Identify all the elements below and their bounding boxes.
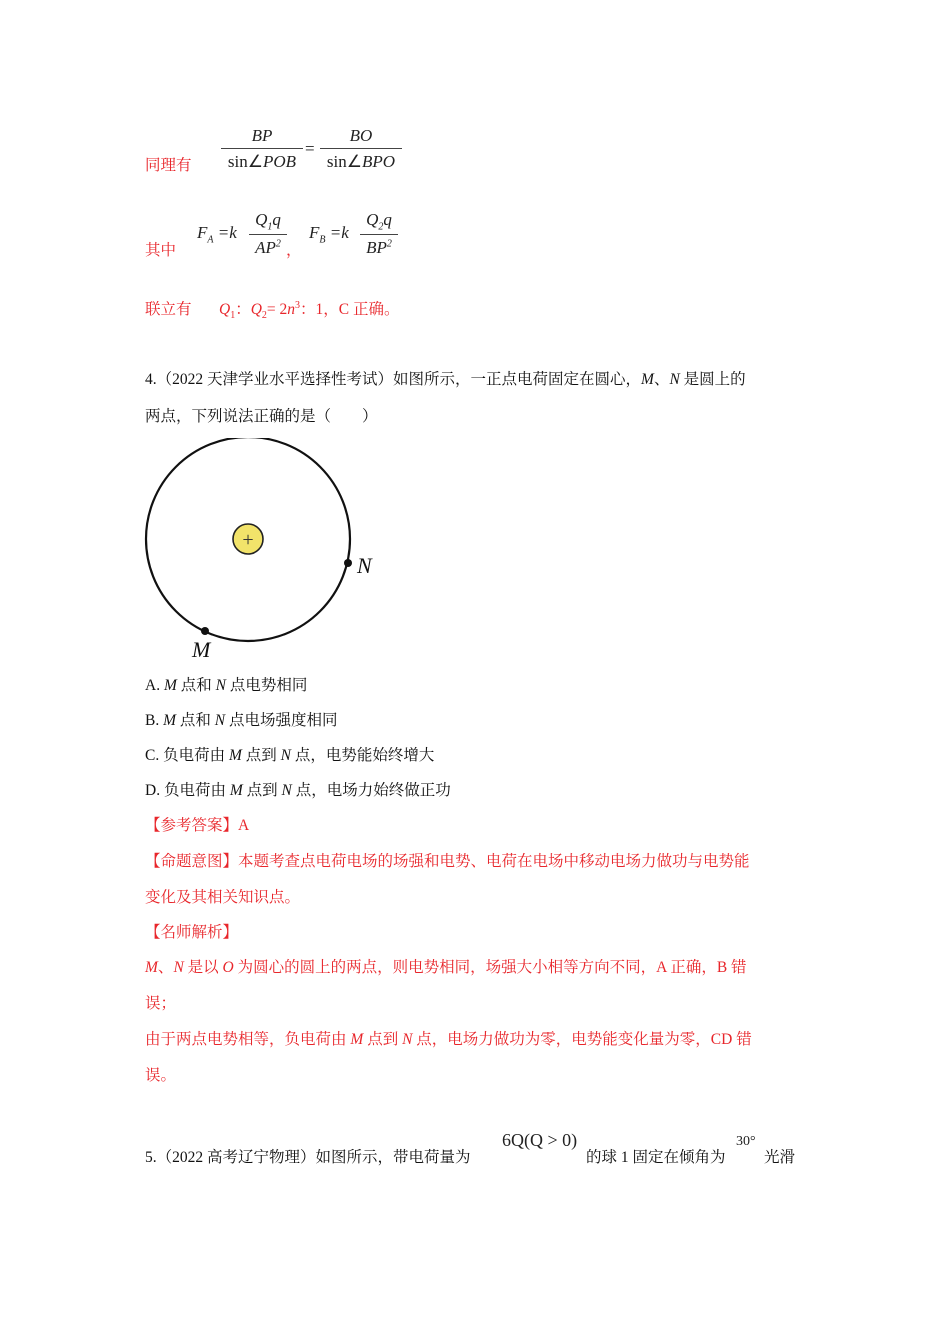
q4-circle-figure	[138, 438, 398, 668]
label-n: N	[357, 553, 372, 578]
intent-line1: 【命题意图】本题考查点电荷电场的场强和电势、电荷在电场中移动电场力做功与电势能	[145, 853, 750, 870]
fraction-bar	[360, 234, 398, 235]
comma: ，	[286, 242, 302, 259]
analysis-line4: 误。	[145, 1067, 177, 1084]
fraction-q2q-bp2	[360, 210, 398, 258]
option-c[interactable]: C. 负电荷由 M 点到 N 点，电势能始终增大	[145, 747, 435, 764]
block1-label: 同理有	[145, 157, 192, 174]
fraction-numerator: BP	[251, 126, 273, 145]
fraction-bar	[320, 148, 402, 149]
q5-stem-mid: 的球 1 固定在倾角为	[586, 1149, 726, 1166]
fraction-denominator: sin∠POB	[227, 152, 297, 171]
analysis-line3: 由于两点电势相等，负电荷由 M 点到 N 点，电场力做功为零，电势能变化量为零，CD 错	[145, 1031, 752, 1048]
force-b-lhs: $F_B =k$	[309, 223, 349, 246]
fraction-q1q-ap2	[249, 210, 287, 258]
fraction-numerator: $Q_2q$	[366, 210, 392, 233]
fraction-bo-sin-bpo	[320, 126, 402, 172]
fraction-denominator: sin∠BPO	[326, 152, 396, 171]
equals-sign: =	[305, 139, 315, 158]
block2-label: 其中	[145, 242, 177, 259]
force-a-lhs: $F_A =k$	[197, 223, 237, 246]
q5-stem-pre: 5.（2022 高考辽宁物理）如图所示，带电荷量为	[145, 1149, 471, 1166]
option-d[interactable]: D. 负电荷由 M 点到 N 点，电场力始终做正功	[145, 782, 451, 799]
option-a[interactable]: A. M 点和 N 点电势相同	[145, 677, 308, 694]
block3-result: $Q_1$：$Q_2= 2n^3$：1，C 正确。	[219, 299, 400, 322]
analysis-title: 【名师解析】	[145, 924, 239, 941]
q5-charge-formula: 6Q(Q > 0)	[502, 1130, 578, 1150]
fraction-numerator: BO	[349, 126, 373, 145]
fraction-denominator: $BP^2$	[366, 238, 392, 258]
fraction-bar	[221, 148, 303, 149]
charge-plus-sign: +	[242, 529, 254, 551]
fraction-numerator: $Q_1q$	[255, 210, 281, 233]
analysis-line1: M、N 是以 O 为圆心的圆上的两点，则电势相同，场强大小相等方向不同，A 正确，B 错	[145, 959, 747, 976]
fraction-bp-sin-pob	[221, 126, 303, 172]
fraction-bar	[249, 234, 287, 235]
intent-line2: 变化及其相关知识点。	[145, 889, 301, 906]
analysis-line2: 误；	[145, 995, 177, 1012]
q4-stem-line1: 4.（2022 天津学业水平选择性考试）如图所示，一正点电荷固定在圆心，M、N 是圆上的	[145, 371, 746, 388]
q4-stem-line2: 两点，下列说法正确的是（ ）	[145, 408, 378, 425]
reference-answer: 【参考答案】A	[145, 817, 250, 834]
q5-stem-tail: 光滑	[764, 1149, 796, 1166]
option-b[interactable]: B. M 点和 N 点电场强度相同	[145, 712, 338, 729]
block3-label: 联立有	[145, 301, 192, 318]
fraction-denominator: $AP^2$	[255, 238, 281, 258]
point-n	[344, 559, 352, 567]
label-m: M	[192, 637, 211, 662]
q5-angle: 30°	[736, 1134, 756, 1149]
point-m	[201, 627, 209, 635]
